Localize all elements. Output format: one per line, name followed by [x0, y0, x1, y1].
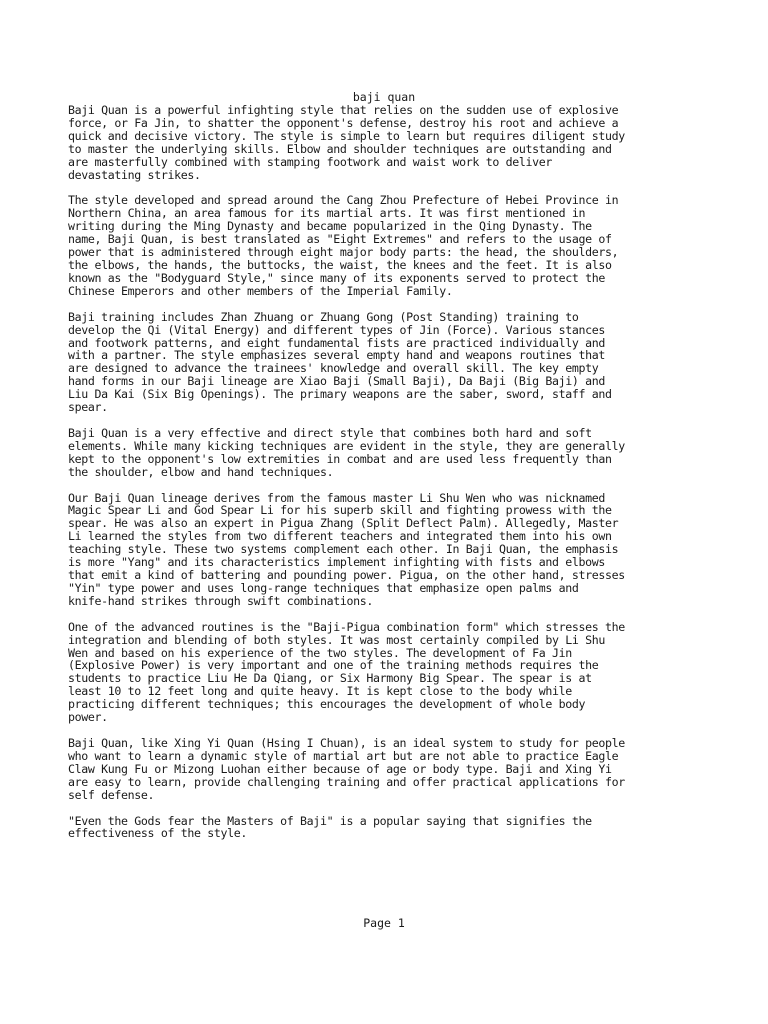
text-line: students to practice Liu He Da Qiang, or Six Harmony Big Spear. The spear is at: [68, 671, 592, 686]
text-line: "Even the Gods fear the Masters of Baji" is a popular saying that signifies the: [68, 813, 592, 828]
paragraph: [68, 737, 758, 802]
text-line: are masterfully combined with stamping footwork and waist work to deliver: [68, 154, 552, 169]
text-line: Claw Kung Fu or Mizong Luohan either because of age or body type. Baji and Xing Yi: [68, 761, 612, 776]
text-line: who want to learn a dynamic style of martial art but are not able to practice Eagle: [68, 748, 619, 763]
text-line: Our Baji Quan lineage derives from the famous master Li Shu Wen who was nicknamed: [68, 490, 606, 505]
text-line: name, Baji Quan, is best translated as "Eight Extremes" and refers to the usage of: [68, 232, 612, 247]
text-line: Baji Quan is a very effective and direct style that combines both hard and soft: [68, 425, 592, 440]
text-line: Wen and based on his experience of the two styles. The development of Fa Jin: [68, 645, 572, 660]
text-line: writing during the Ming Dynasty and became popularized in the Qing Dynasty. The: [68, 219, 592, 234]
text-line: Li learned the styles from two different teachers and integrated them into his own: [68, 529, 612, 544]
paragraph: [68, 621, 758, 724]
text-line: force, or Fa Jin, to shatter the opponent's defense, destroy his root and achieve a: [68, 115, 619, 130]
text-line: kept to the opponent's low extremities in combat and are used less frequently than: [68, 451, 612, 466]
text-line: least 10 to 12 feet long and quite heavy. It is kept close to the body while: [68, 684, 572, 699]
text-line: effectiveness of the style.: [68, 826, 248, 841]
text-line: are designed to advance the trainees' knowledge and overall skill. The key empty: [68, 361, 599, 376]
text-line: Baji Quan, like Xing Yi Quan (Hsing I Chuan), is an ideal system to study for people: [68, 735, 625, 750]
text-line: spear. He was also an expert in Pigua Zhang (Split Deflect Palm). Allegedly, Master: [68, 516, 619, 531]
text-line: Liu Da Kai (Six Big Openings). The primary weapons are the saber, sword, staff and: [68, 387, 612, 402]
text-line: spear.: [68, 400, 108, 415]
text-line: power.: [68, 710, 108, 725]
text-line: self defense.: [68, 787, 155, 802]
text-line: elements. While many kicking techniques are evident in the style, they are generally: [68, 438, 625, 453]
text-line: devastating strikes.: [68, 167, 201, 182]
paragraph: [68, 492, 758, 608]
text-line: Baji Quan is a powerful infighting style that relies on the sudden use of explosive: [68, 103, 619, 117]
document-body: [68, 104, 758, 853]
text-line: the elbows, the hands, the buttocks, the waist, the knees and the feet. It is also: [68, 257, 612, 272]
paragraph: [68, 311, 758, 414]
text-line: are easy to learn, provide challenging training and offer practical applications for: [68, 774, 625, 789]
text-line: practicing different techniques; this encourages the development of whole body: [68, 697, 586, 712]
text-line: teaching style. These two systems complement each other. In Baji Quan, the emphasis: [68, 542, 619, 557]
text-line: that emit a kind of battering and pounding power. Pigua, on the other hand, stresses: [68, 568, 625, 582]
text-line: known as the "Bodyguard Style," since many of its exponents served to protect the: [68, 270, 606, 285]
paragraph: [68, 104, 758, 181]
text-line: Chinese Emperors and other members of the Imperial Family.: [68, 283, 453, 298]
text-line: power that is administered through eight major body parts: the head, the shoulders,: [68, 245, 619, 260]
text-line: hand forms in our Baji lineage are Xiao Baji (Small Baji), Da Baji (Big Baji) and: [68, 374, 606, 389]
text-line: Baji training includes Zhan Zhuang or Zhuang Gong (Post Standing) training to: [68, 309, 579, 324]
text-line: integration and blending of both styles. It was most certainly compiled by Li Shu: [68, 632, 606, 647]
text-line: The style developed and spread around the Cang Zhou Prefecture of Hebei Province in: [68, 193, 619, 208]
text-line: One of the advanced routines is the "Baji-Pigua combination form" which stresses the: [68, 619, 625, 634]
text-line: quick and decisive victory. The style is simple to learn but requires diligent study: [68, 128, 625, 143]
text-line: with a partner. The style emphasizes several empty hand and weapons routines that: [68, 348, 606, 363]
text-line: the shoulder, elbow and hand techniques.: [68, 464, 334, 479]
paragraph: [68, 427, 758, 479]
text-line: knife-hand strikes through swift combinations.: [68, 593, 373, 608]
page-number: Page 1: [363, 916, 405, 930]
paragraph: [68, 815, 758, 841]
text-line: is more "Yang" and its characteristics implement infighting with fists and elbows: [68, 555, 606, 570]
text-line: Northern China, an area famous for its martial arts. It was first mentioned in: [68, 206, 586, 221]
paragraph: [68, 194, 758, 297]
text-line: and footwork patterns, and eight fundamental fists are practiced individually and: [68, 335, 606, 350]
text-line: to master the underlying skills. Elbow and shoulder techniques are outstanding and: [68, 141, 612, 156]
text-line: Magic Spear Li and God Spear Li for his superb skill and fighting prowess with the: [68, 503, 612, 518]
text-line: develop the Qi (Vital Energy) and different types of Jin (Force). Various stances: [68, 322, 606, 337]
document-title: baji quan: [352, 90, 416, 104]
text-line: "Yin" type power and uses long-range techniques that emphasize open palms and: [68, 580, 579, 595]
text-line: (Explosive Power) is very important and one of the training methods requires the: [68, 658, 599, 673]
